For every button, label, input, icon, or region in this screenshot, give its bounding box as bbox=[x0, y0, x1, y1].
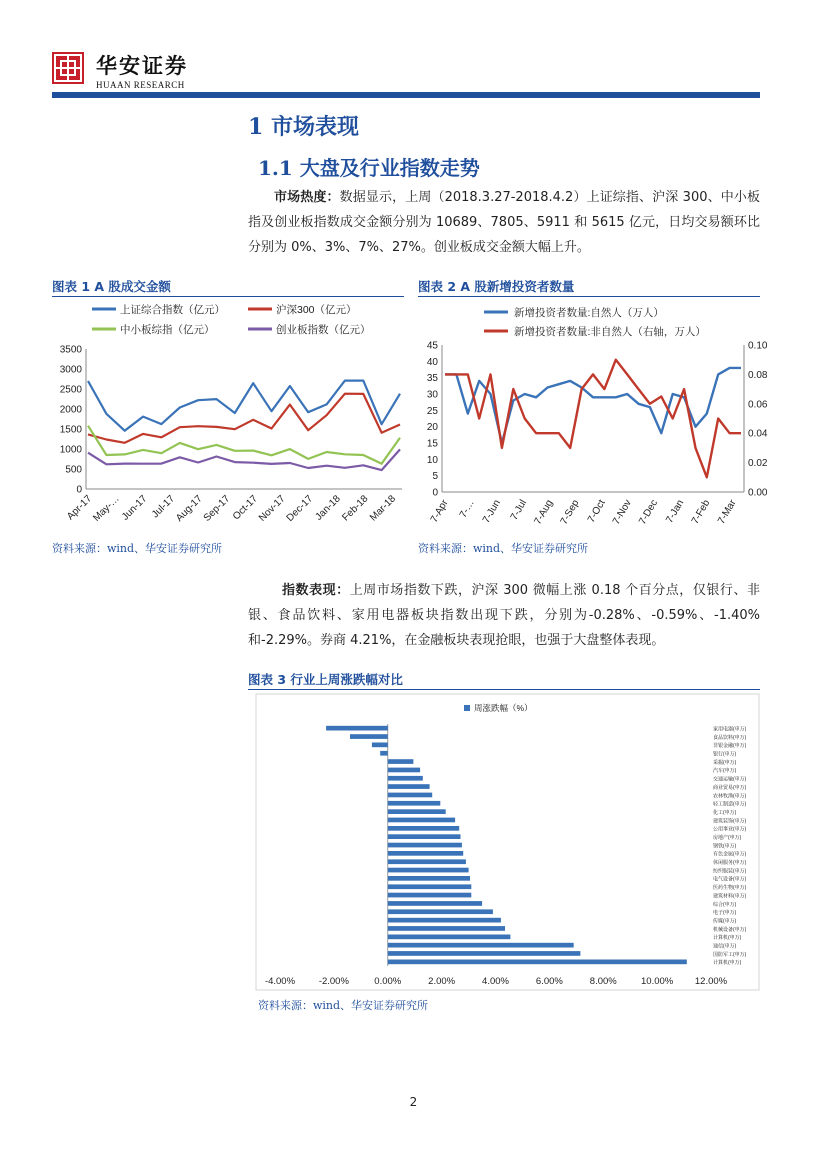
fig1-y-tick-label: 3000 bbox=[59, 364, 82, 376]
fig3-bar bbox=[388, 801, 441, 806]
fig3-bar bbox=[388, 826, 459, 831]
fig2-x-tick-label: 7-Jan bbox=[664, 498, 687, 526]
fig1-x-tick-label: Feb-18 bbox=[340, 493, 371, 524]
fig3-x-tick-label: 8.00% bbox=[589, 976, 617, 987]
fig2-y2-tick-label: 0.02 bbox=[748, 458, 768, 470]
fig2-y-tick-label: 15 bbox=[426, 438, 438, 450]
logo-emblem-icon bbox=[52, 52, 84, 84]
fig3-bar bbox=[388, 926, 505, 931]
fig1-chart bbox=[52, 298, 404, 538]
fig2-legend-natural: 新增投资者数量:自然人（万人） bbox=[514, 307, 664, 319]
fig3-category-label: 有色金属(申万) bbox=[713, 851, 747, 858]
fig2-y-tick-label: 10 bbox=[426, 454, 438, 466]
fig3-category-label: 农林牧渔(申万) bbox=[713, 793, 747, 800]
fig3-bar bbox=[388, 893, 472, 898]
fig3-bar bbox=[388, 851, 463, 856]
fig1-plot-area bbox=[60, 345, 402, 524]
paragraph-text: 上周市场指数下跌，沪深 300 微幅上涨 0.18 个百分点，仅银行、非银、食品饮料、家用电器板块指数出现下跌，分别为-0.28%、-0.59%、-1.40%和-2.29%。券商 4.21%，在金融板块表现抢眼，也强于大盘整体表现。 bbox=[248, 583, 760, 648]
fig2-x-tick-label: 7-… bbox=[457, 498, 477, 520]
page-number: 2 bbox=[409, 1095, 418, 1109]
fig3-category-label: 电子(申万) bbox=[713, 910, 737, 917]
fig1-y-tick-label: 3500 bbox=[59, 344, 82, 356]
fig3-category-label: 钢铁(申万) bbox=[713, 843, 737, 850]
fig3-bar bbox=[388, 876, 470, 881]
fig2-source: 资料来源：wind、华安证券研究所 bbox=[418, 542, 589, 555]
fig2-x-tick-label: 7-Jul bbox=[508, 498, 530, 523]
fig3-category-label: 综合(申万) bbox=[713, 901, 737, 908]
fig1-series-line bbox=[88, 394, 400, 443]
fig3-category-label: 医药生物(申万) bbox=[713, 885, 747, 892]
paragraph-text: 数据显示，上周（2018.3.27-2018.4.2）上证综指、沪深 300、中小板指及创业板指数成交金额分别为 10689、7805、5911 和 5615 亿元，日均交易额环比分别为 0%、3%、7%、27%。创业板成交金额大幅上升。 bbox=[248, 190, 760, 255]
fig3-source: 资料来源：wind、华安证券研究所 bbox=[258, 999, 429, 1012]
fig3-category-label: 非银金融(申万) bbox=[713, 743, 747, 750]
fig2-x-tick-label: 7-Mar bbox=[716, 498, 739, 527]
fig3-title-rule bbox=[248, 689, 760, 690]
fig3-legend-swatch bbox=[464, 705, 470, 711]
fig1-legend-hs300: 沪深300（亿元） bbox=[276, 304, 357, 316]
fig3-x-tick-label: 12.00% bbox=[694, 976, 728, 987]
fig1-legend-sh: 上证综合指数（亿元） bbox=[120, 304, 225, 316]
fig3-category-label: 交通运输(申万) bbox=[713, 776, 747, 783]
fig2-x-tick-label: 7-Sep bbox=[558, 498, 582, 527]
fig3-bar bbox=[388, 784, 430, 789]
fig3-category-label: 银行(申万) bbox=[713, 751, 737, 758]
fig3-category-label: 建筑材料(申万) bbox=[713, 893, 747, 900]
fig3-bar bbox=[388, 768, 420, 773]
fig2-y-tick-label: 0 bbox=[432, 487, 438, 499]
fig1-x-tick-label: Mar-18 bbox=[367, 493, 399, 524]
fig1-x-tick-label: Aug-17 bbox=[174, 493, 205, 524]
fig2-title: 图表 2 A 股新增投资者数量 bbox=[418, 279, 575, 294]
fig2-y2-tick-label: 0.04 bbox=[748, 428, 768, 440]
fig2-y-tick-label: 30 bbox=[426, 389, 438, 401]
fig3-category-label: 电气设备(申万) bbox=[713, 876, 747, 883]
fig2-x-tick-label: 7-Nov bbox=[611, 498, 634, 527]
fig3-bar bbox=[388, 759, 414, 764]
fig2-series-line bbox=[445, 360, 741, 478]
fig3-category-label: 建筑装饰(申万) bbox=[713, 818, 747, 825]
fig3-category-label: 化工(申万) bbox=[713, 810, 737, 816]
fig3-bar bbox=[388, 793, 432, 798]
paragraph-index-performance bbox=[248, 578, 760, 653]
fig3-bar bbox=[326, 726, 388, 731]
fig1-legend-sme: 中小板综指（亿元） bbox=[120, 324, 215, 336]
fig1-y-tick-label: 2500 bbox=[59, 384, 82, 396]
fig3-bar bbox=[388, 809, 446, 814]
fig2-y-tick-label: 35 bbox=[426, 373, 438, 385]
fig3-category-label: 房地产(申万) bbox=[713, 835, 742, 841]
fig1-x-tick-label: Sep-17 bbox=[201, 493, 233, 524]
fig1-title: 图表 1 A 股成交金额 bbox=[52, 279, 171, 294]
fig2-x-tick-label: 7-Oct bbox=[585, 498, 608, 525]
fig3-category-label: 机械设备(申万) bbox=[713, 926, 747, 933]
fig3-bar bbox=[388, 918, 501, 923]
fig2-y-tick-label: 20 bbox=[426, 422, 438, 434]
fig3-category-label: 传媒(申万) bbox=[713, 918, 737, 925]
fig1-y-tick-label: 500 bbox=[65, 464, 82, 476]
fig3-bar bbox=[388, 818, 455, 823]
fig2-x-tick-label: 7-Aug bbox=[532, 498, 556, 527]
fig2-y-tick-label: 25 bbox=[426, 405, 438, 417]
fig1-x-tick-label: May-… bbox=[91, 493, 122, 524]
fig3-category-label: 采掘(申万) bbox=[713, 759, 737, 766]
fig1-y-tick-label: 1000 bbox=[59, 444, 82, 456]
fig1-x-tick-label: Dec-17 bbox=[284, 493, 316, 524]
fig2-title-rule bbox=[418, 296, 760, 297]
fig2-legend bbox=[484, 306, 706, 338]
fig3-x-tick-label: -2.00% bbox=[318, 976, 349, 987]
fig3-category-label: 商业贸易(申万) bbox=[713, 784, 747, 791]
fig1-x-tick-label: Jan-18 bbox=[313, 493, 343, 523]
fig2-y-tick-label: 5 bbox=[432, 471, 438, 483]
fig3-bar bbox=[388, 935, 511, 940]
fig3-x-tick-label: 4.00% bbox=[482, 976, 509, 987]
fig3-plot-area bbox=[265, 724, 747, 987]
fig3-bar bbox=[388, 859, 466, 864]
fig3-category-label: 纺织服装(申万) bbox=[713, 868, 747, 875]
paragraph-market-heat bbox=[248, 185, 760, 260]
fig2-chart bbox=[418, 298, 770, 538]
fig2-y2-tick-label: 0.06 bbox=[748, 399, 768, 411]
fig2-y2-tick-label: 0.08 bbox=[748, 369, 768, 381]
fig2-x-tick-label: 7-Apr bbox=[428, 498, 451, 525]
fig1-x-tick-label: Apr-17 bbox=[65, 493, 95, 523]
fig2-x-tick-label: 7-Feb bbox=[689, 498, 713, 527]
header-rule bbox=[52, 92, 760, 98]
fig1-legend-gem: 创业板指数（亿元） bbox=[276, 324, 371, 336]
section-heading: 1 市场表现 bbox=[248, 114, 359, 140]
fig3-category-label: 轻工制造(申万) bbox=[713, 801, 747, 808]
fig3-bar bbox=[350, 734, 388, 739]
fig3-bar bbox=[388, 776, 423, 781]
fig2-y2-tick-label: 0.00 bbox=[748, 487, 768, 499]
paragraph-lead: 市场热度： bbox=[274, 190, 340, 205]
fig2-y2-tick-label: 0.10 bbox=[748, 340, 768, 352]
fig1-series-line bbox=[88, 381, 400, 431]
fig3-bar bbox=[388, 909, 493, 914]
fig3-category-label: 计算机(申万) bbox=[713, 935, 742, 942]
fig1-legend bbox=[92, 303, 371, 336]
fig3-bar bbox=[388, 868, 469, 873]
logo-emblem bbox=[52, 52, 84, 84]
fig2-x-tick-label: 7-Jun bbox=[480, 498, 503, 526]
fig2-plot-area bbox=[427, 341, 768, 527]
paragraph-lead: 指数表现： bbox=[282, 583, 350, 598]
fig1-x-tick-label: Jul-17 bbox=[149, 493, 178, 521]
fig1-y-tick-label: 0 bbox=[76, 484, 82, 496]
fig2-y-tick-label: 40 bbox=[426, 356, 438, 368]
fig3-x-tick-label: 10.00% bbox=[641, 976, 674, 987]
fig3-category-label: 食品饮料(申万) bbox=[713, 734, 747, 741]
fig3-category-label: 休闲服务(申万) bbox=[713, 860, 747, 866]
fig2-x-tick-label: 7-Dec bbox=[637, 498, 661, 527]
fig3-bar bbox=[380, 751, 388, 756]
fig3-category-label: 通信(申万) bbox=[713, 943, 737, 950]
fig1-title-rule bbox=[52, 296, 404, 297]
fig3-bar bbox=[388, 951, 581, 956]
fig1-source: 资料来源：wind、华安证券研究所 bbox=[52, 542, 223, 555]
fig3-legend-label: 周涨跌幅（%） bbox=[474, 703, 533, 713]
fig1-y-tick-label: 2000 bbox=[59, 404, 82, 416]
logo-wordmark-cn: 华安证券 bbox=[96, 53, 188, 78]
subsection-heading: 1.1 大盘及行业指数走势 bbox=[258, 156, 480, 180]
fig1-y-tick-label: 1500 bbox=[59, 424, 82, 436]
fig3-bar bbox=[388, 960, 687, 965]
fig2-legend-nonnatural: 新增投资者数量:非自然人（右轴，万人） bbox=[514, 326, 706, 338]
fig2-y-tick-label: 45 bbox=[426, 340, 438, 352]
fig3-bar bbox=[388, 943, 574, 948]
fig3-bar bbox=[388, 834, 461, 839]
fig3-bar bbox=[372, 743, 388, 748]
fig3-category-label: 国防军工(申万) bbox=[713, 951, 747, 958]
fig3-x-tick-label: 6.00% bbox=[535, 976, 563, 987]
logo-wordmark-en: HUAAN RESEARCH bbox=[96, 80, 185, 90]
fig3-bar bbox=[388, 884, 472, 889]
fig3-x-tick-label: -4.00% bbox=[264, 976, 296, 987]
fig3-title: 图表 3 行业上周涨跌幅对比 bbox=[248, 672, 403, 687]
fig3-x-tick-label: 2.00% bbox=[428, 976, 456, 987]
fig1-series-line bbox=[88, 426, 400, 464]
fig3-x-tick-label: 0.00% bbox=[374, 976, 402, 987]
fig1-x-tick-label: Oct-17 bbox=[230, 493, 260, 523]
fig1-x-tick-label: Jun-17 bbox=[119, 493, 150, 523]
fig3-bar bbox=[388, 901, 482, 906]
fig3-chart bbox=[248, 692, 760, 992]
fig3-category-label: 公用事业(申万) bbox=[713, 826, 747, 833]
fig3-category-label: 家用电器(申万) bbox=[713, 726, 747, 733]
fig3-category-label: 计算机(申万) bbox=[713, 960, 742, 967]
fig3-bar bbox=[388, 843, 462, 848]
fig3-category-label: 汽车(申万) bbox=[713, 768, 737, 775]
fig1-x-tick-label: Nov-17 bbox=[256, 493, 288, 524]
